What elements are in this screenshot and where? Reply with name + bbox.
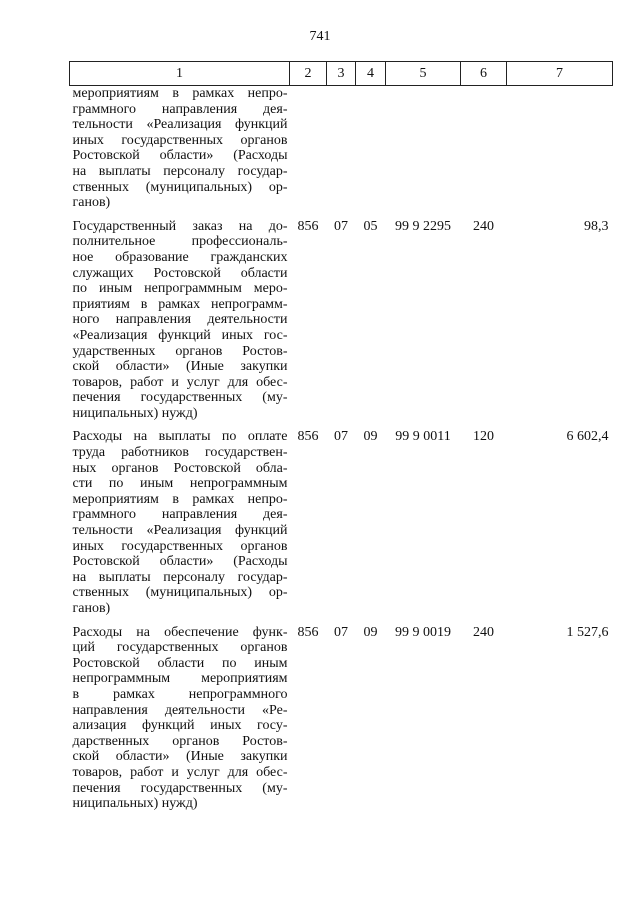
ministry-code: 856 — [297, 624, 319, 640]
description-line: ций государственных органов — [72, 640, 288, 656]
ministry-code: 856 — [297, 218, 319, 234]
description-line: Расходы на обеспечение функ- — [72, 624, 288, 640]
description-line: сти по иным непрограммным — [72, 476, 288, 492]
description-line: ниципальных) нужд) — [72, 796, 198, 812]
amount-value — [507, 86, 613, 211]
expense-description — [70, 421, 290, 616]
column-header: 4 — [356, 62, 386, 86]
description-line: дарственных органов Ростов- — [72, 733, 288, 749]
description-line: ской области» (Иные закупки — [72, 749, 288, 765]
description-line: по иным непрограммным меро- — [72, 281, 288, 297]
column-number-header — [70, 62, 613, 86]
description-line: ализация функций иных госу- — [72, 718, 288, 734]
target-article-code: 99 9 2295 — [395, 218, 451, 234]
section-code: 07 — [334, 624, 348, 640]
column-header: 2 — [290, 62, 327, 86]
description-line: печения государственных (му- — [72, 390, 288, 406]
description-line: товаров, работ и услуг для обес- — [72, 374, 288, 390]
target-article-code: 99 9 0011 — [395, 429, 451, 445]
target-article-code — [386, 86, 461, 211]
description-line: непрограммным мероприятиям — [72, 671, 288, 687]
expense-type-code: 240 — [473, 218, 494, 234]
table-row — [70, 211, 613, 422]
description-line: Ростовской области» (Расходы — [72, 148, 288, 164]
budget-table — [69, 61, 613, 812]
description-line: печения государственных (му- — [72, 780, 288, 796]
table-row — [70, 86, 613, 211]
subsection-code: 05 — [363, 218, 378, 234]
description-line: ганов) — [72, 195, 111, 211]
ministry-code — [290, 86, 327, 211]
description-line: ственных (муниципальных) ор- — [72, 179, 288, 195]
description-line: Расходы на выплаты по оплате — [72, 429, 288, 445]
target-article-code: 99 9 0019 — [395, 624, 451, 640]
description-line: на выплаты персоналу государ- — [72, 163, 288, 179]
description-line: ного направления деятельности — [72, 312, 288, 328]
description-line: направления деятельности «Ре- — [72, 702, 288, 718]
description-line: Государственный заказ на до- — [72, 218, 288, 234]
description-line: иных государственных органов — [72, 538, 288, 554]
budget-table-container — [69, 61, 612, 812]
description-line: в рамках непрограммного — [72, 686, 288, 702]
description-line: ской области» (Иные закупки — [72, 359, 288, 375]
description-line: мероприятиям в рамках непро- — [72, 491, 288, 507]
description-line: граммного направления дея- — [72, 507, 288, 523]
column-header: 1 — [70, 62, 290, 86]
description-line: «Реализация функций иных гос- — [72, 327, 288, 343]
description-line: тельности «Реализация функций — [72, 523, 288, 539]
ministry-code: 856 — [297, 429, 319, 445]
description-line: ганов) — [72, 601, 111, 616]
section-code: 07 — [334, 218, 348, 234]
column-header: 6 — [461, 62, 507, 86]
description-line: труда работников государствен- — [72, 445, 288, 461]
description-line: мероприятиям в рамках непро- — [72, 86, 288, 101]
description-line: тельности «Реализация функций — [72, 117, 288, 133]
description-line: полнительное профессиональ- — [72, 234, 288, 250]
subsection-code — [356, 86, 386, 211]
section-code: 07 — [334, 429, 348, 445]
description-line: товаров, работ и услуг для обес- — [72, 764, 288, 780]
section-code — [327, 86, 356, 211]
description-line: Ростовской области» (Расходы — [72, 554, 288, 570]
description-line: ное образование гражданских — [72, 249, 288, 265]
expense-description — [70, 617, 290, 812]
description-line: ственных (муниципальных) ор- — [72, 585, 288, 601]
expense-description — [70, 86, 290, 211]
subsection-code: 09 — [363, 624, 378, 640]
column-header: 7 — [507, 62, 613, 86]
description-line: иных государственных органов — [72, 132, 288, 148]
amount-value: 6 602,4 — [566, 429, 609, 445]
table-row — [70, 421, 613, 616]
description-line: на выплаты персоналу государ- — [72, 569, 288, 585]
expense-type-code: 120 — [473, 429, 494, 445]
column-header: 5 — [386, 62, 461, 86]
expense-type-code — [461, 86, 507, 211]
amount-value: 1 527,6 — [566, 624, 609, 640]
page-number: 741 — [309, 29, 331, 44]
description-line: граммного направления дея- — [72, 101, 288, 117]
expense-description — [70, 211, 290, 422]
subsection-code: 09 — [363, 429, 378, 445]
description-line: ударственных органов Ростов- — [72, 343, 288, 359]
description-line: приятиям в рамках непрограмм- — [72, 296, 288, 312]
description-line: ниципальных) нужд) — [72, 405, 198, 421]
description-line: служащих Ростовской области — [72, 265, 288, 281]
amount-value: 98,3 — [584, 218, 609, 234]
column-header: 3 — [327, 62, 356, 86]
description-line: ных органов Ростовской обла- — [72, 460, 288, 476]
description-line: Ростовской области по иным — [72, 655, 288, 671]
table-row — [70, 617, 613, 812]
expense-type-code: 240 — [473, 624, 494, 640]
